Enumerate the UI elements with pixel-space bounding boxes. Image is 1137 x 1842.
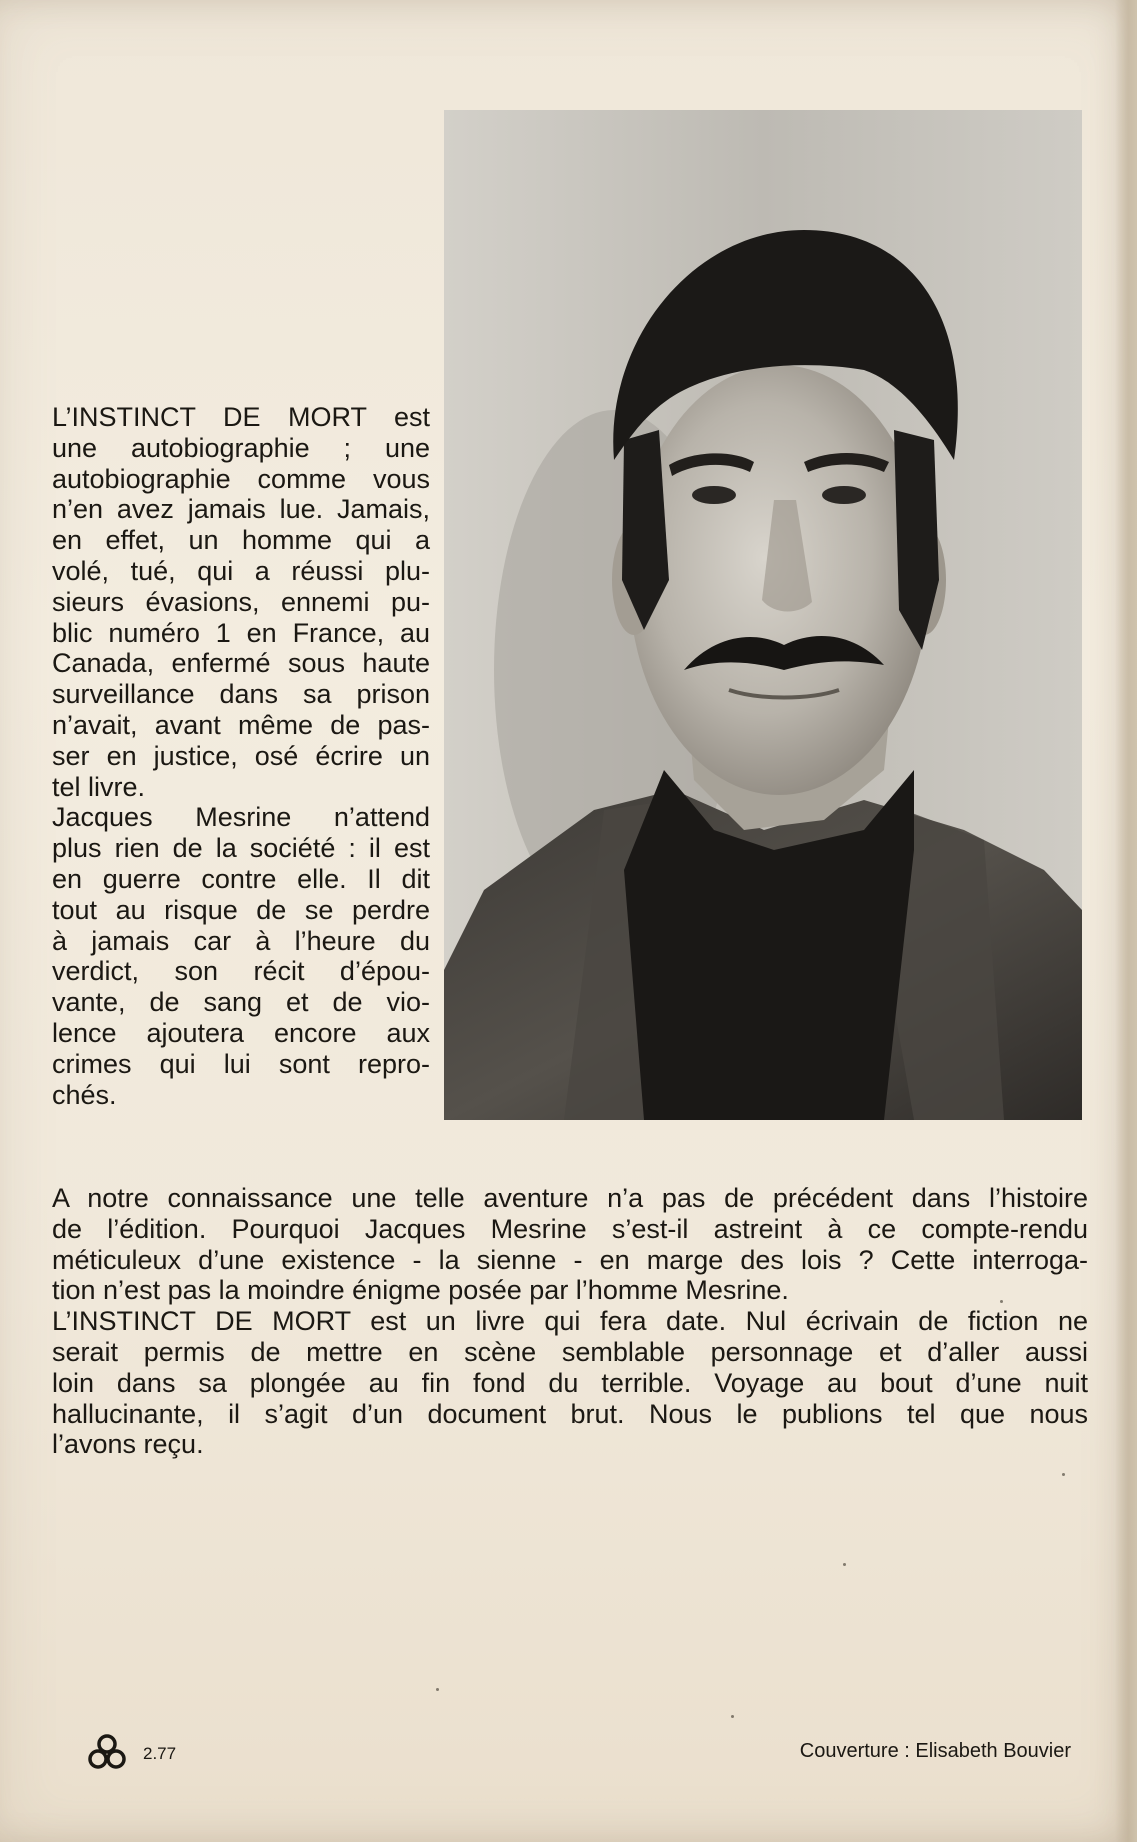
body-paragraph bbox=[52, 1183, 1088, 1460]
intro-line: sieurs évasions, ennemi pu- bbox=[52, 586, 430, 617]
intro-line: verdict, son récit d’épou- bbox=[52, 956, 430, 987]
body-line: tion n’est pas la moindre énigme posée par l’homme Mesrine. bbox=[52, 1275, 789, 1306]
body-line: hallucinante, il s’agit d’un document brut. Nous le publions tel que nous bbox=[52, 1398, 1088, 1429]
paper-speck bbox=[1062, 1473, 1065, 1476]
body-line: l’avons reçu. bbox=[52, 1429, 204, 1460]
intro-line: une autobiographie ; une bbox=[52, 432, 430, 463]
intro-line: autobiographie comme vous bbox=[52, 463, 430, 494]
intro-line: surveillance dans sa prison bbox=[52, 679, 430, 710]
body-line: loin dans sa plongée au fin fond du terrible. Voyage au bout d’une nuit bbox=[52, 1367, 1088, 1398]
paper-speck bbox=[436, 1688, 439, 1691]
body-line: serait permis de mettre en scène semblable personnage et d’aller aussi bbox=[52, 1336, 1088, 1367]
intro-line: vante, de sang et de vio- bbox=[52, 987, 430, 1018]
intro-line: tout au risque de se perdre bbox=[52, 894, 430, 925]
intro-line: Canada, enfermé sous haute bbox=[52, 648, 430, 679]
catalog-code: 2.77 bbox=[143, 1744, 177, 1763]
intro-line: n’en avez jamais lue. Jamais, bbox=[52, 494, 430, 525]
portrait-illustration bbox=[444, 110, 1082, 1120]
cover-credit: Couverture : Elisabeth Bouvier bbox=[799, 1740, 1071, 1762]
intro-line: crimes qui lui sont repro- bbox=[52, 1048, 430, 1079]
author-portrait-photo bbox=[444, 110, 1082, 1120]
intro-paragraph bbox=[52, 402, 430, 1110]
intro-line: en guerre contre elle. Il dit bbox=[52, 863, 430, 894]
intro-line: Jacques Mesrine n’attend bbox=[52, 802, 430, 833]
intro-line: ser en justice, osé écrire un bbox=[52, 740, 430, 771]
paper-speck bbox=[1000, 1300, 1003, 1303]
intro-line: L’INSTINCT DE MORT est bbox=[52, 402, 430, 432]
body-line: de l’édition. Pourquoi Jacques Mesrine s’est-il astreint à ce compte-rendu bbox=[52, 1213, 1088, 1244]
paper-speck bbox=[731, 1715, 734, 1718]
intro-line: volé, tué, qui a réussi plu- bbox=[52, 555, 430, 586]
intro-line: plus rien de la société : il est bbox=[52, 833, 430, 864]
intro-line: lence ajoutera encore aux bbox=[52, 1017, 430, 1048]
body-line: méticuleux d’une existence - la sienne - en marge des lois ? Cette interroga- bbox=[52, 1244, 1088, 1275]
intro-line: n’avait, avant même de pas- bbox=[52, 709, 430, 740]
body-line: A notre connaissance une telle aventure n’a pas de précédent dans l’histoire bbox=[52, 1183, 1088, 1213]
intro-line: tel livre. bbox=[52, 771, 146, 802]
intro-line: à jamais car à l’heure du bbox=[52, 925, 430, 956]
cover-edge-shadow bbox=[1115, 0, 1137, 1842]
paper-speck bbox=[843, 1563, 846, 1566]
intro-line: en effet, un homme qui a bbox=[52, 525, 430, 556]
intro-line: blic numéro 1 en France, au bbox=[52, 617, 430, 648]
intro-line: chés. bbox=[52, 1079, 117, 1110]
body-line: L’INSTINCT DE MORT est un livre qui fera date. Nul écrivain de fiction ne bbox=[52, 1306, 1088, 1337]
publisher-logo-icon bbox=[86, 1733, 128, 1771]
